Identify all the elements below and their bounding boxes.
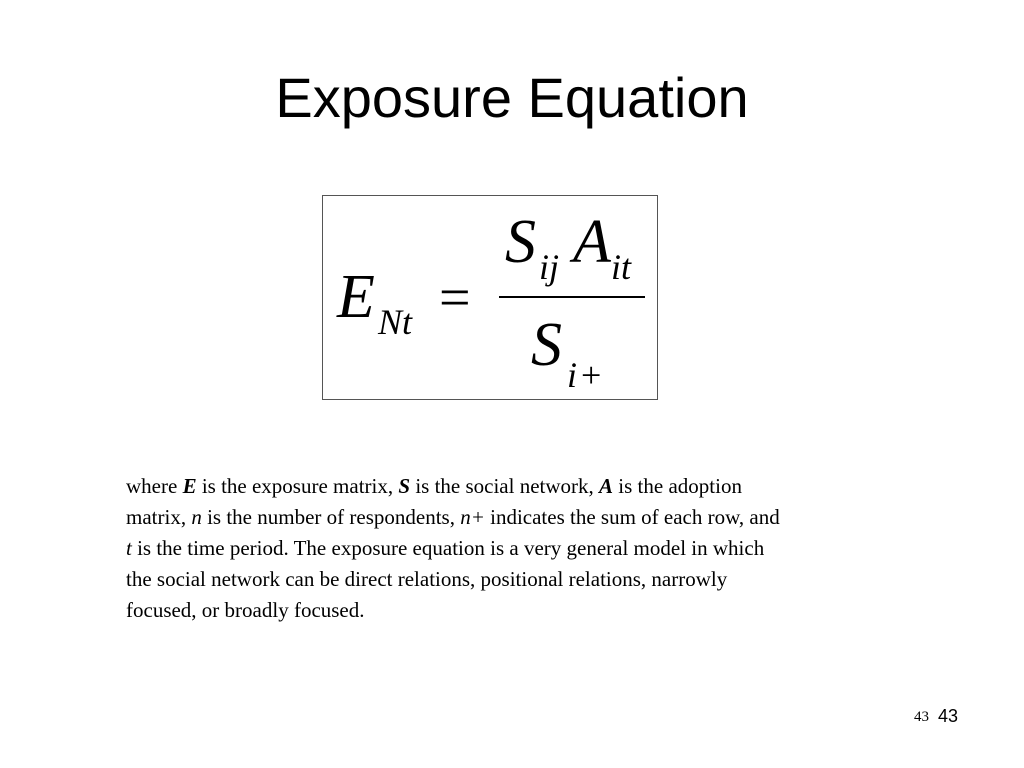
equation-box bbox=[322, 195, 658, 400]
denominator-symbol-s: S bbox=[531, 311, 562, 379]
description-line-2 bbox=[126, 502, 926, 533]
symbol-e: E bbox=[182, 474, 197, 498]
fraction-bar bbox=[499, 296, 645, 298]
numerator-subscript-ij: ij bbox=[539, 247, 560, 287]
symbol-a: A bbox=[599, 474, 614, 498]
equation-lhs-symbol: E bbox=[337, 263, 375, 331]
slide-title: Exposure Equation bbox=[275, 66, 749, 129]
text-fragment: is the number of respondents, bbox=[201, 505, 461, 529]
text-fragment: is the exposure matrix, bbox=[196, 474, 399, 498]
page-number: 43 bbox=[938, 706, 959, 726]
text-fragment: is the time period. The exposure equation is a very general model in which bbox=[131, 536, 765, 560]
numerator-subscript-it: it bbox=[611, 247, 632, 287]
text-fragment: where bbox=[126, 474, 183, 498]
text-fragment: is the adoption bbox=[613, 474, 742, 498]
symbol-n-plus: n+ bbox=[460, 505, 485, 529]
description-line-3 bbox=[126, 533, 926, 564]
equation-lhs-subscript: Nt bbox=[378, 302, 413, 342]
numerator-symbol-a: A bbox=[573, 208, 611, 276]
description-line-5: focused, or broadly focused. bbox=[126, 598, 365, 622]
denominator-subscript-i: i bbox=[567, 355, 578, 395]
description-paragraph bbox=[126, 471, 926, 626]
symbol-s: S bbox=[398, 474, 411, 498]
numerator-symbol-s: S bbox=[505, 208, 536, 276]
text-fragment: matrix, bbox=[126, 505, 192, 529]
denominator-plus: + bbox=[581, 355, 602, 395]
symbol-t: t bbox=[126, 536, 132, 560]
description-line-4: the social network can be direct relations, positional relations, narrowly bbox=[126, 567, 728, 591]
description-line-1 bbox=[126, 471, 926, 502]
equation-equals-sign: = bbox=[439, 267, 471, 329]
text-fragment: indicates the sum of each row, and bbox=[484, 505, 780, 529]
symbol-n: n bbox=[191, 505, 202, 529]
page-number-small: 43 bbox=[914, 709, 929, 725]
text-fragment: is the social network, bbox=[410, 474, 600, 498]
